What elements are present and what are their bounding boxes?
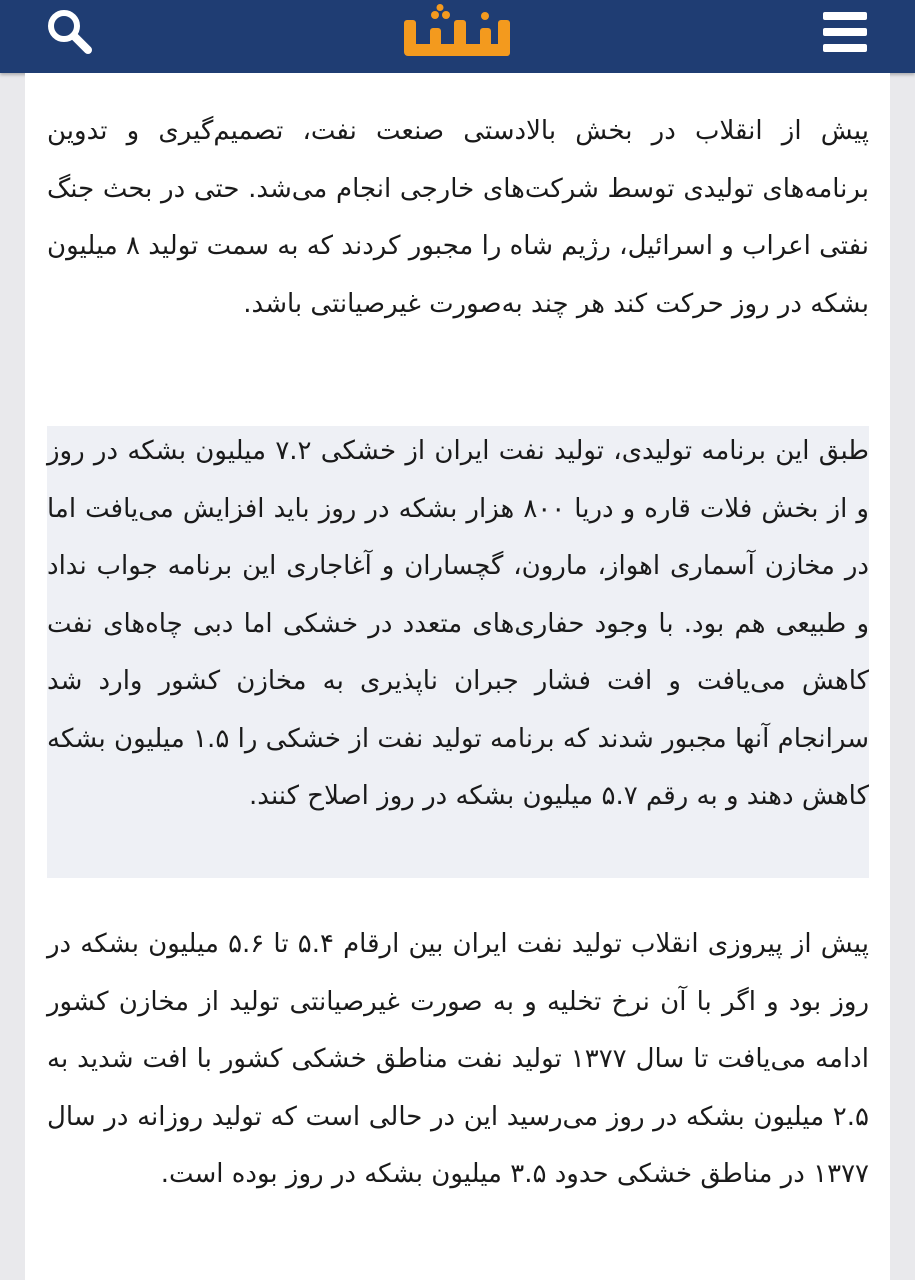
top-header-bar: [0, 0, 915, 73]
article-paragraph-1: پیش از انقلاب در بخش بالادستی صنعت نفت، تصمیم‌گیری و تدوین برنامه‌های تولیدی توسط شرکت‌های خارجی انجام می‌شد. حتی در بحث جنگ نفتی اعراب و اسرائیل، رژیم شاه را مجبور کردند که به سمت تولید ۸ میلیون بشکه در روز حرکت کند هر چند به‌صورت غیرصیانتی باشد.: [47, 116, 869, 319]
hamburger-menu-icon: [819, 8, 871, 56]
menu-button[interactable]: [819, 8, 871, 56]
search-button[interactable]: [44, 6, 96, 58]
article-paragraph-3: پیش از پیروزی انقلاب تولید نفت ایران بین ارقام ۵.۴ تا ۵.۶ میلیون بشکه در روز بود و اگر با آن نرخ تخلیه و به صورت غیرصیانتی تولید از مخازن کشور ادامه می‌یافت تا سال ۱۳۷۷ تولید نفت مناطق خشکی کشور با افت شدید به ۲.۵ میلیون بشکه در روز می‌رسید این در حالی است که تولید روزانه در سال ۱۳۷۷ در مناطق خشکی حدود ۳.۵ میلیون بشکه در روز بوده است.: [47, 929, 870, 1189]
article-paragraph-2: طبق این برنامه تولیدی، تولید نفت ایران از خشکی ۷.۲ میلیون بشکه در روز و از بخش فلات قاره و دریا ۸۰۰ هزار بشکه در روز باید افزایش می‌یافت اما در مخازن آسماری اهواز، مارون، گچساران و آغاجاری این برنامه جواب نداد و طبیعی هم بود. با وجود حفاری‌های متعدد در خشکی اما دبی چاه‌های نفت کاهش می‌یافت و افت فشار جبران ناپذیری به مخازن کشور وارد شد سرانجام آنها مجبور شدند که برنامه تولید نفت از خشکی را ۱.۵ میلیون بشکه کاهش دهند و به رقم ۵.۷ میلیون بشکه در روز اصلاح کنند.: [47, 436, 870, 811]
article-body: [25, 73, 890, 1280]
search-icon: [44, 6, 96, 58]
logo-icon: [398, 4, 518, 66]
site-logo[interactable]: [398, 4, 518, 66]
